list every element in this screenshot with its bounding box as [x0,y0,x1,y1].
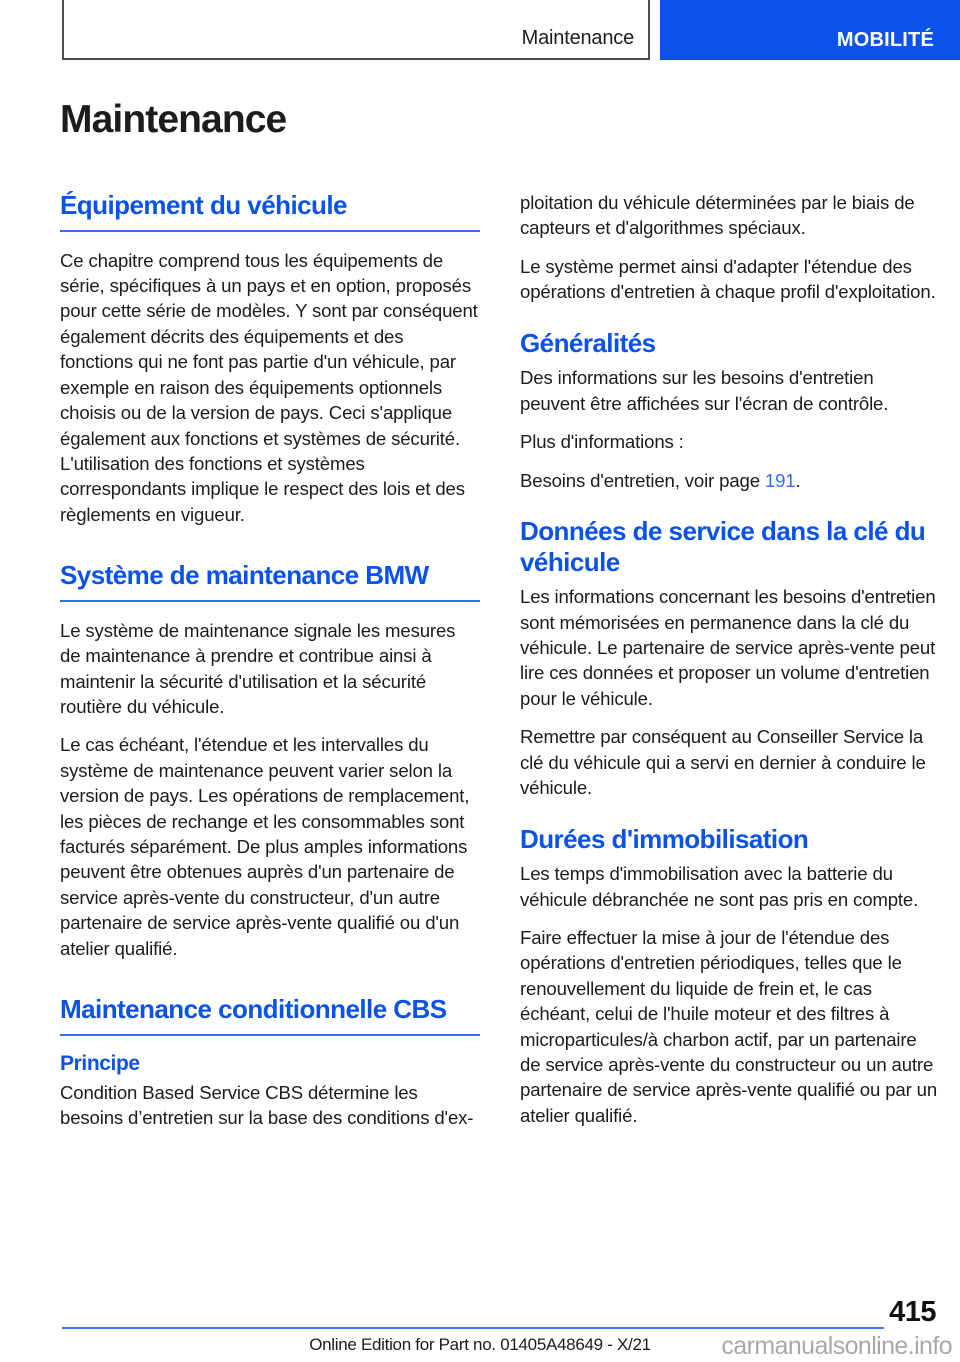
paragraph: Le système de maintenance signale les mesures de maintenance à prendre et contribue ainsi à maintenir la sécurité d'utilisation et la sécurité routière du véhicule. [60,619,456,718]
paragraph: Faire effectuer la mise à jour de l'étendue des opérations d'entretien périodiques, telles que le renouvellement du liquide de frein et, le cas échéant, celui de l'huile moteur et des filtres à microparticules/à charbon actif, par un partenaire de service après-vente du constructeur ou un autre partenaire de service après-vente qualifié ou par un atelier qualifié. [520,927,938,1126]
section-spacer [60,974,480,994]
paragraph: Ce chapitre comprend tous les équipements de série, spécifiques à un pays et en option, proposés pour cette série de modèles. Y sont par conséquent également décrits des équipements et des fonctions qui ne font pas partie d'un véhicule, par exemple en raison des équipements optionnels choisis ou de la version de pays. Ceci s'applique également aux fonctions et systèmes de sécurité. L'utilisation des fonctions et systèmes correspondants implique le respect des lois et des règlements en vigueur. [60,249,478,525]
section-heading-systeme-maintenance-bmw: Système de maintenance BMW [60,560,480,602]
section-spacer [520,506,940,516]
tab-maintenance-label: Maintenance [521,27,634,49]
section-heading-durees-immobilisation: Durées d'immobilisation [520,823,809,854]
paragraph: Le système permet ainsi d'adapter l'étendue des opérations d'entretien à chaque profil d'exploitation. [520,255,936,303]
footer-divider [62,1327,884,1329]
tab-mobilite-label: MOBILITÉ [836,29,934,51]
paragraph: Les temps d'immobilisation avec la batterie du véhicule débranchée ne sont pas pris en compte. [520,863,919,910]
paragraph: Condition Based Service CBS détermine les besoins d’entretien sur la base des conditions d'ex- [60,1081,474,1129]
tab-mobilite[interactable] [660,0,960,60]
section-heading-equipement: Équipement du véhicule [60,190,480,232]
section-heading-maintenance-conditionnelle-cbs: Maintenance conditionnelle CBS [60,994,480,1036]
paragraph-continuation: ploitation du véhicule déterminées par le biais de capteurs et d'algorithmes spéciaux. [520,192,915,239]
xref-suffix: . [795,469,801,491]
xref-page-link[interactable]: 191 [764,469,796,491]
page-title: Maintenance [60,98,287,141]
paragraph: Des informations sur les besoins d'entretien peuvent être affichées sur l'écran de contrôle. [520,367,889,414]
page-header [0,0,960,63]
edition-notice: Online Edition for Part no. 01405A48649 - X/21 [309,1335,651,1354]
xref-prefix: Besoins d'entretien, voir page [520,469,765,491]
watermark: carmanualsonline.info [721,1332,952,1360]
page-number: 415 [889,1296,936,1328]
cross-reference-line [520,468,940,493]
tab-maintenance[interactable] [62,0,650,60]
section-spacer [520,814,940,824]
section-heading-donnees-de-service: Données de service dans la clé du véhicule [520,515,926,577]
paragraph: Les informations concernant les besoins d'entretien sont mémorisées en permanence dans la clé du véhicule. Le partenaire de service après-vente peut lire ces données et proposer un volume d'entretien pour le véhicule. [520,586,936,709]
content-columns [60,190,940,1131]
section-spacer [520,318,940,328]
paragraph: Remettre par conséquent au Conseiller Service la clé du véhicule qui a servi en dernier à conduire le véhicule. [520,726,926,799]
left-column [60,190,480,1131]
section-spacer [60,540,480,560]
paragraph: Le cas échéant, l'étendue et les intervalles du système de maintenance peuvent varier selon la version de pays. Les opérations de remplacement, les pièces de rechange et les consommables sont facturés séparément. De plus amples informations peuvent être obtenues auprès d'un partenaire de service après-vente du constructeur, d'un autre partenaire de service après-vente qualifié ou d'un atelier qualifié. [60,734,470,959]
section-heading-generalites: Généralités [520,327,656,358]
right-column [520,190,940,1131]
subsection-heading-principe: Principe [60,1051,140,1075]
paragraph: Plus d'informations : [520,431,684,453]
page-footer [0,1296,960,1362]
